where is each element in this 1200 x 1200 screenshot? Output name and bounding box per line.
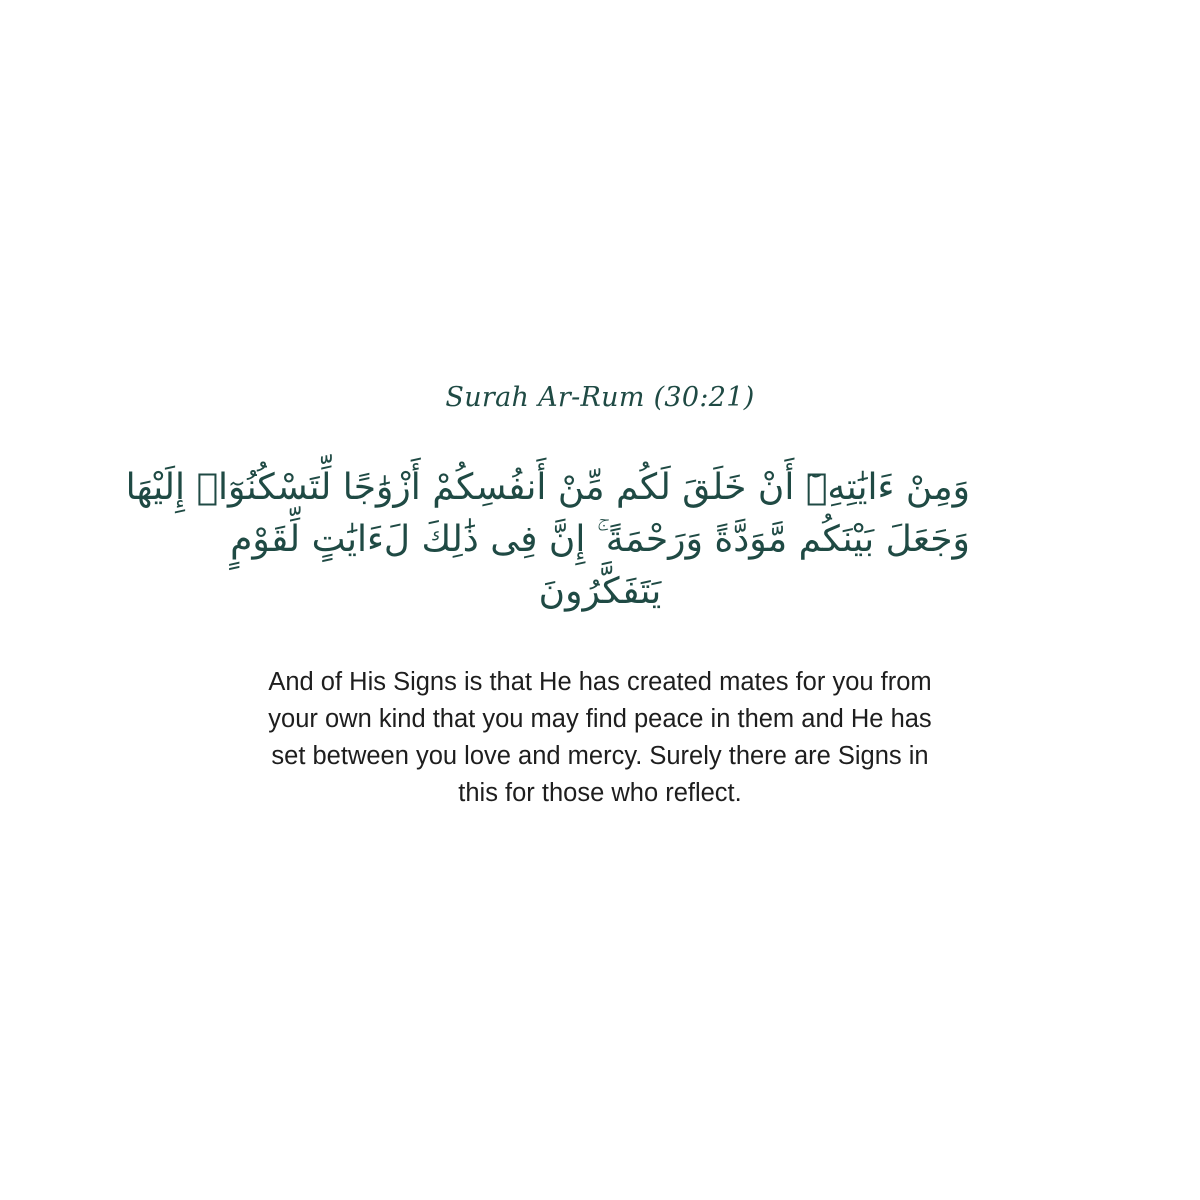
translation-line: set between you love and mercy. Surely there are Signs in xyxy=(271,742,929,770)
arabic-verse-line: يَتَفَكَّرُونَ xyxy=(538,571,662,612)
translation-line: And of His Signs is that He has created mates for you from xyxy=(268,668,932,696)
translation-line: this for those who reflect. xyxy=(458,779,742,807)
english-translation xyxy=(240,664,960,812)
arabic-verse-line: وَجَعَلَ بَيْنَكُم مَّوَدَّةً وَرَحْمَةً ۚ إِنَّ فِى ذَٰلِكَ لَءَايَٰتٍ لِّقَوْمٍ xyxy=(230,519,970,560)
translation-line: your own kind that you may find peace in them and He has xyxy=(268,705,932,733)
arabic-verse xyxy=(125,462,970,618)
surah-title: Surah Ar-Rum (30:21) xyxy=(445,382,755,413)
arabic-verse-line: وَمِنْ ءَايَٰتِهِۦٓ أَنْ خَلَقَ لَكُم مِّنْ أَنفُسِكُمْ أَزْوَٰجًا لِّتَسْكُنُوٓا۟ إِلَيْهَا xyxy=(125,467,970,508)
